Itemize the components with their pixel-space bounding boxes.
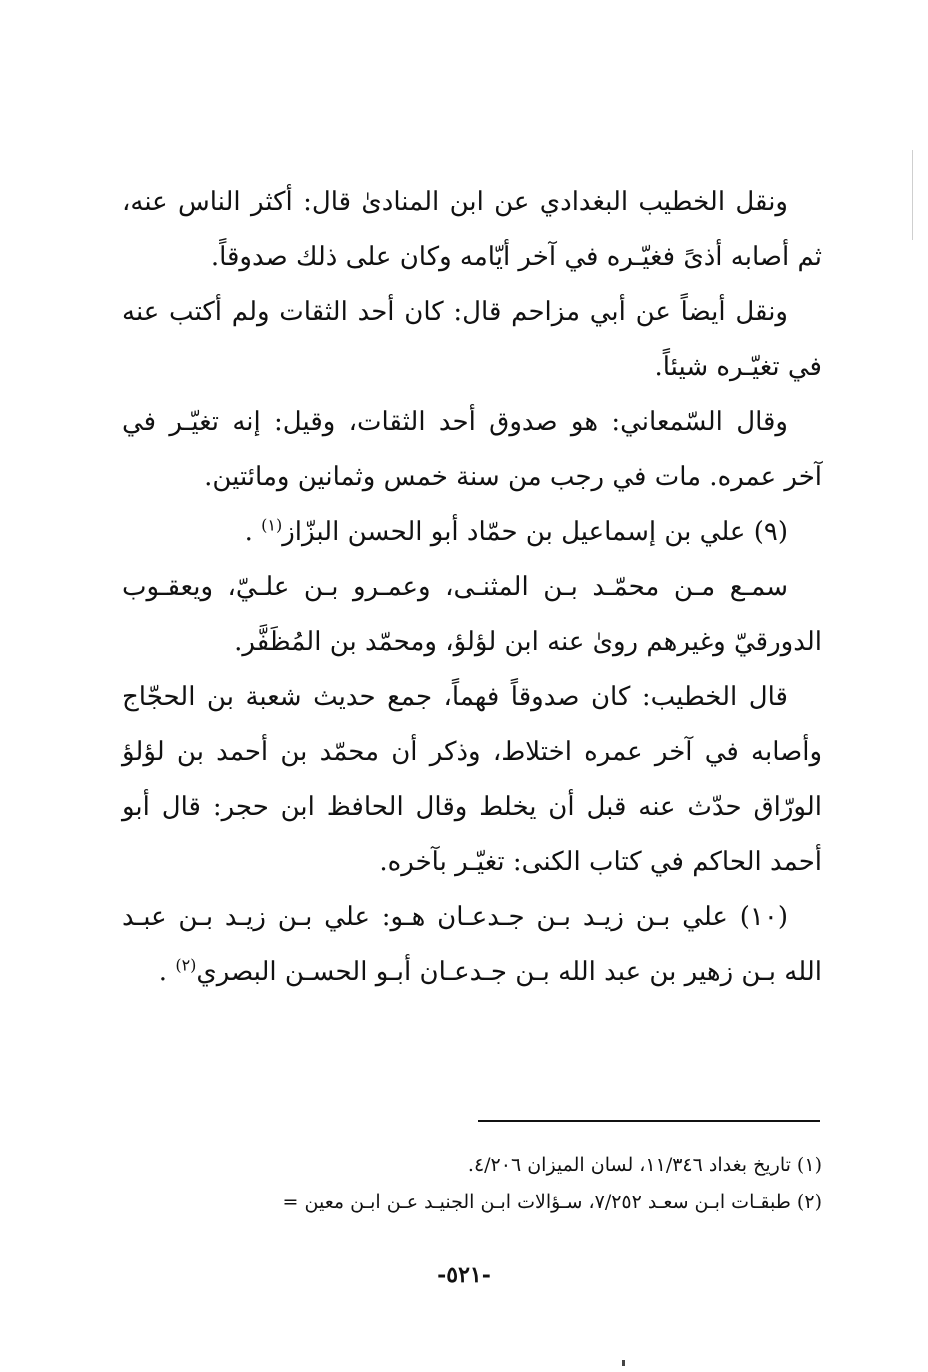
footnote: (١) تاريخ بغداد ١١/٣٤٦، لسان الميزان ٤/٢٠٦. xyxy=(467,1154,822,1176)
footnote: (٢) طبقـات ابـن سعـد ٧/٢٥٢، سـؤالات ابـن الجنيـد عـن ابـن معين = xyxy=(282,1191,822,1213)
footnotes xyxy=(110,1147,822,1221)
paragraph-abu-muzahim-quote: ونقل أيضاً عن أبي مزاحم قال: كان أحد الثقات ولم أكتب عنه في تغيّـره شيئاً. xyxy=(122,297,822,382)
entry-end: . xyxy=(244,517,253,547)
entry-10-heading xyxy=(122,890,822,1000)
page-number: -٥٢١- xyxy=(437,1262,491,1288)
paragraph-samani-quote: وقال السّمعاني: هو صدوق أحد الثقات، وقيل: إنه تغيّـر في آخر عمره. مات في رجب من سنة خمس وثمانين ومائتين. xyxy=(122,407,822,492)
entry-9-heading xyxy=(122,505,822,560)
footnote-separator xyxy=(478,1120,820,1122)
paragraph-entry-9-khatib: قال الخطيب: كان صدوقاً فهماً، جمع حديث شعبة بن الحجّاج وأصابه في آخر عمره اختلاط، وذكر أن محمّد بن أحمد بن لؤلؤ الورّاق حدّث عنه قبل أن يخلط وقال الحافظ ابن حجر: قال أبو أحمد الحاكم في كتاب الكنى: تغيّـر بآخره. xyxy=(122,682,822,877)
margin-mark xyxy=(912,150,913,240)
footnote-reference: (٢) xyxy=(175,955,197,975)
main-text xyxy=(122,175,822,1000)
entry-name: علي بـن زيـد بـن جـدعـان هـو: علي بـن زيـد بـن عبـد الله بـن زهير بن عبد الله بـن جـدعـان أبـو الحسـن البصري xyxy=(122,902,822,987)
paragraph-khatib-quote: ونقل الخطيب البغدادي عن ابن المنادىٰ قال: أكثر الناس عنه، ثم أصابه أذىً فغيّـره في آخر أيّامه وكان على ذلك صدوقاً. xyxy=(122,187,822,272)
footnote-reference: (١) xyxy=(261,515,283,535)
entry-number: (١٠) xyxy=(739,902,788,932)
entry-number: (٩) xyxy=(753,517,788,547)
scan-mark xyxy=(622,1360,625,1366)
paragraph-entry-9-narrators: سمـع مـن محمّـد بـن المثنـى، وعمـرو بـن علـيّ، ويعقـوب الدورقيّ وغيرهم روىٰ عنه ابن لؤلؤ، ومحمّد بن المُظَفَّر. xyxy=(122,572,822,657)
entry-end: . xyxy=(158,957,168,987)
entry-name: علي بن إسماعيل بن حمّاد أبو الحسن البزّاز xyxy=(282,517,746,547)
